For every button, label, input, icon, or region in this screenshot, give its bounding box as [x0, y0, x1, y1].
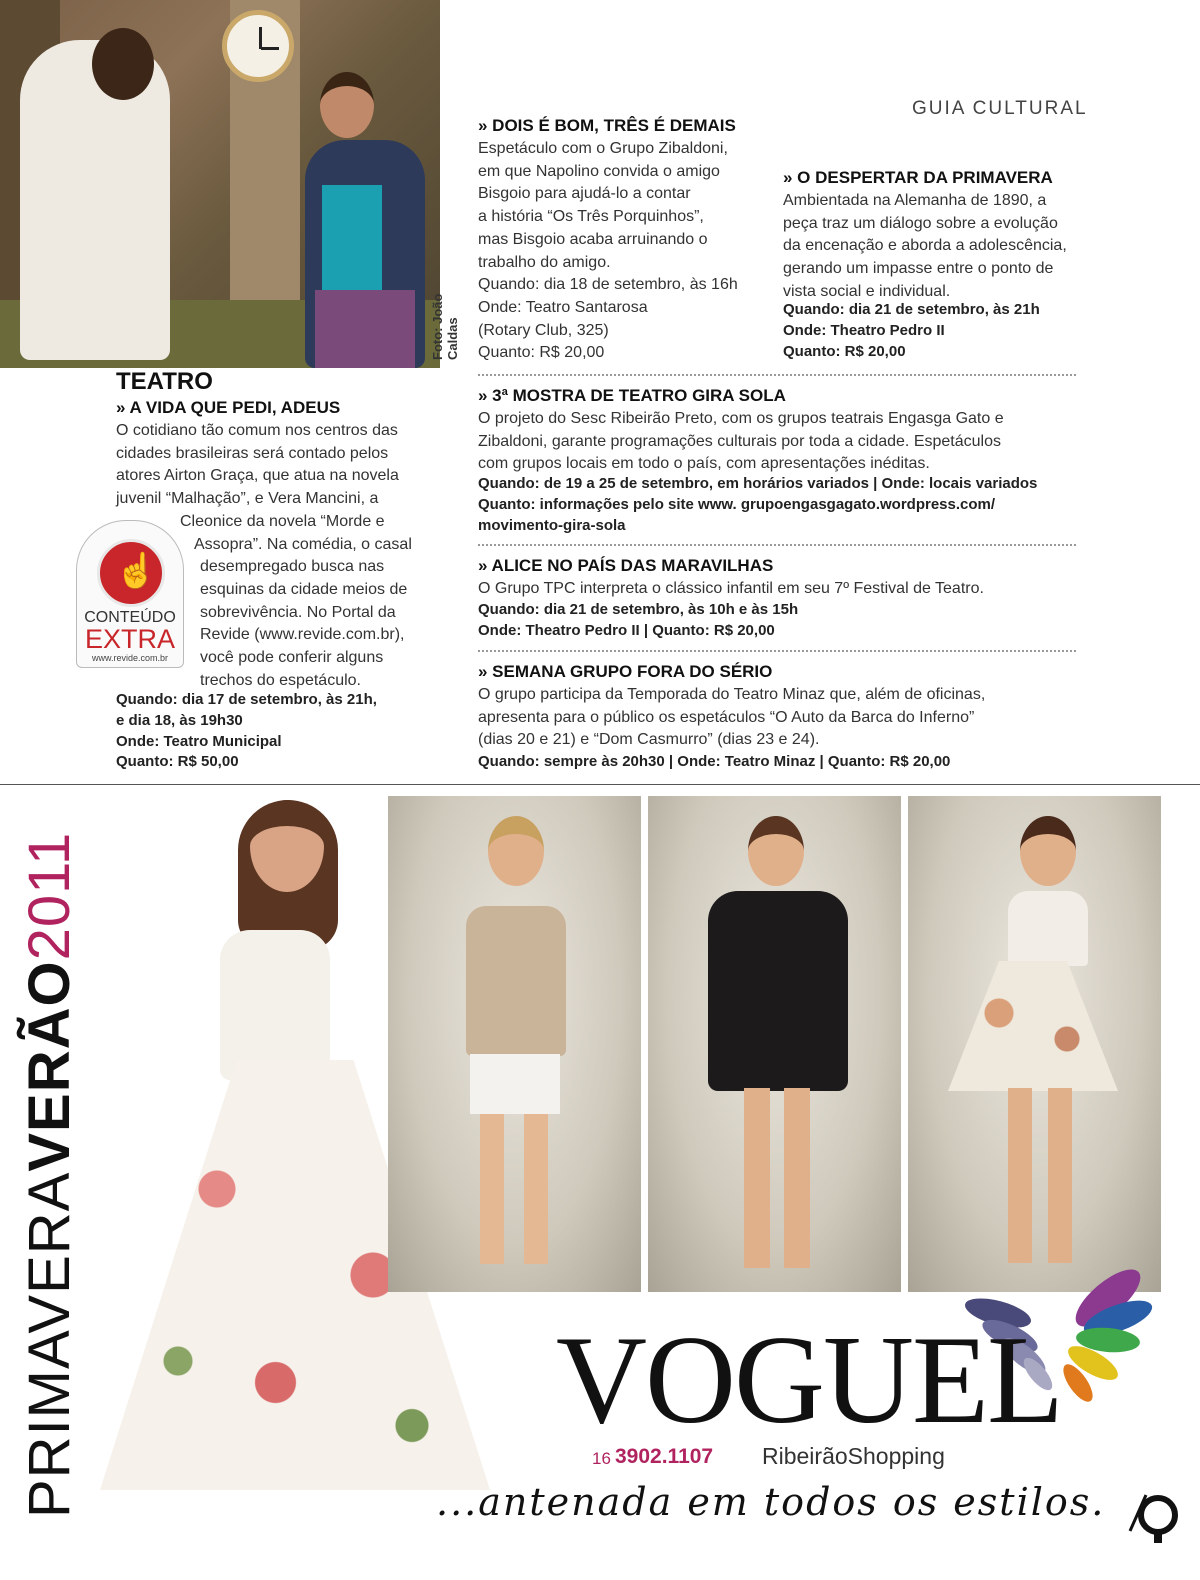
mostra-heading: » 3ª MOSTRA DE TEATRO GIRA SOLA — [478, 386, 786, 405]
ad-divider — [0, 784, 1200, 785]
text-line: O Grupo TPC interpreta o clássico infantil em seu 7º Festival de Teatro. — [478, 580, 984, 597]
info-line: Quando: sempre às 20h30 | Onde: Teatro Minaz | Quanto: R$ 20,00 — [478, 753, 951, 770]
info-line: Quanto: R$ 20,00 — [783, 342, 906, 360]
info-line: Quando: dia 21 de setembro, às 21h — [783, 301, 1040, 318]
brand-logo: VOGUEL — [556, 1311, 1062, 1450]
divider — [478, 650, 1076, 652]
teatro-heading: » A VIDA QUE PEDI, ADEUS — [116, 398, 341, 417]
text-line: Assopra”. Na comédia, o casal — [194, 535, 412, 553]
text-line: Bisgoio para ajudá-lo a contar — [478, 185, 691, 203]
info-line: Quando: dia 17 de setembro, às 21h, — [116, 691, 377, 708]
info-line: Quanto: R$ 50,00 — [116, 753, 239, 771]
text-line: O cotidiano tão comum nos centros das — [116, 422, 398, 439]
section-label: GUIA CULTURAL — [912, 98, 1088, 119]
info-line: Onde: Theatro Pedro II | Quanto: R$ 20,00 — [478, 621, 775, 639]
text-line: da encenação e aborda a adolescência, — [783, 237, 1067, 255]
wall-clock — [222, 10, 294, 82]
text-line: trechos do espetáculo. — [200, 671, 361, 689]
text-line: com grupos locais em todo o país, com apresentações inéditas. — [478, 455, 930, 473]
extra-label-main: EXTRA — [84, 624, 176, 654]
text-line: Zibaldoni, garante programações culturais por toda a cidade. Espetáculos — [478, 432, 1001, 450]
text-line: peça traz um diálogo sobre a evolução — [783, 214, 1058, 232]
mostra-body — [478, 408, 1088, 476]
dois-e-bom-heading: » DOIS É BOM, TRÊS É DEMAIS — [478, 116, 736, 135]
extra-label-top: CONTEÚDO — [84, 609, 176, 626]
designer-badge-icon — [1124, 1485, 1184, 1545]
alice-body — [478, 578, 1088, 601]
info-line: Onde: Theatro Pedro II — [783, 321, 945, 339]
text-line: cidades brasileiras será contado pelos — [116, 444, 389, 462]
text-line: Espetáculo com o Grupo Zibaldoni, — [478, 140, 728, 157]
info-line: Onde: Teatro Municipal — [116, 732, 282, 750]
text-line: vista social e individual. — [783, 282, 951, 300]
divider — [478, 374, 1076, 376]
text-line: atores Airton Graça, que atua na novela — [116, 467, 399, 485]
vertical-slogan — [18, 798, 82, 1518]
text-line: juvenil “Malhação”, e Vera Mancini, a — [116, 490, 379, 508]
text-line: você pode conferir alguns — [200, 649, 384, 667]
text-line: Onde: Teatro Santarosa — [478, 298, 648, 316]
text-line: Quanto: R$ 20,00 — [478, 344, 605, 362]
teatro-title: TEATRO — [116, 368, 213, 395]
phone-number[interactable]: 3902.1107 — [615, 1445, 714, 1468]
mostra-info — [478, 474, 1088, 536]
model-photo-panel — [908, 796, 1161, 1292]
store-location: RibeirãoShopping — [762, 1443, 945, 1469]
despertar-heading: » O DESPERTAR DA PRIMAVERA — [783, 168, 1053, 187]
extra-content-badge[interactable] — [76, 520, 184, 668]
text-line: (dias 20 e 21) e “Dom Casmurro” (dias 23 e 24). — [478, 731, 820, 749]
divider — [478, 544, 1076, 546]
despertar-info — [783, 300, 1083, 362]
despertar-body — [783, 190, 1083, 304]
info-line: e dia 18, às 19h30 — [116, 711, 243, 729]
dois-e-bom-body — [478, 138, 768, 365]
text-line: gerando um impasse entre o ponto de — [783, 260, 1054, 278]
text-line: a história “Os Três Porquinhos”, — [478, 208, 704, 226]
text-line: O projeto do Sesc Ribeirão Preto, com os grupos teatrais Engasga Gato e — [478, 410, 1004, 427]
semana-info — [478, 752, 1088, 773]
text-line: em que Napolino convida o amigo — [478, 162, 720, 180]
text-line: esquinas da cidade meios de — [200, 580, 408, 598]
slogan-part-year: 2011 — [17, 831, 82, 961]
text-line: Revide (www.revide.com.br), — [200, 626, 405, 644]
text-line: sobrevivência. No Portal da — [200, 603, 396, 621]
text-line: O grupo participa da Temporada do Teatro Minaz que, além de oficinas, — [478, 686, 986, 703]
photo-credit: Foto: João Caldas — [430, 293, 460, 360]
alice-heading: » ALICE NO PAÍS DAS MARAVILHAS — [478, 556, 774, 575]
text-line: trabalho do amigo. — [478, 253, 611, 271]
brand-tagline: ...antenada em todos os estilos. — [436, 1480, 1106, 1524]
text-line: desempregado busca nas — [200, 558, 385, 576]
info-line: Quando: dia 21 de setembro, às 10h e às 15h — [478, 601, 799, 618]
semana-heading: » SEMANA GRUPO FORA DO SÉRIO — [478, 662, 773, 681]
text-line: Ambientada na Alemanha de 1890, a — [783, 192, 1047, 209]
pointer-hand-icon: ☝ — [115, 552, 158, 590]
teatro-info — [116, 690, 446, 773]
text-line: mas Bisgoio acaba arruinando o — [478, 230, 708, 248]
text-line: apresenta para o público os espetáculos “O Auto da Barca do Inferno” — [478, 708, 975, 726]
model-photo-panel — [648, 796, 901, 1292]
actor-figure — [20, 40, 170, 360]
semana-body — [478, 684, 1088, 752]
info-line[interactable]: movimento-gira-sola — [478, 516, 626, 534]
model-head — [250, 800, 324, 892]
info-line: Quando: de 19 a 25 de setembro, em horários variados | Onde: locais variados — [478, 475, 1038, 492]
alice-info — [478, 600, 1088, 642]
text-line: (Rotary Club, 325) — [478, 321, 609, 339]
model-photo-panel — [388, 796, 641, 1292]
info-line[interactable]: Quanto: informações pelo site www. grupoengasgagato.wordpress.com/ — [478, 495, 996, 513]
phone-area-code: 16 — [592, 1449, 611, 1468]
extra-url[interactable]: www.revide.com.br — [91, 653, 169, 663]
text-line: Quando: dia 18 de setembro, às 16h — [478, 276, 738, 294]
slogan-part-verao: VERÃO — [17, 960, 82, 1172]
theatre-photo — [0, 0, 440, 368]
text-line: Cleonice da novela “Morde e — [180, 512, 385, 530]
slogan-part-primavera: PRIMAVERA — [17, 1171, 82, 1518]
